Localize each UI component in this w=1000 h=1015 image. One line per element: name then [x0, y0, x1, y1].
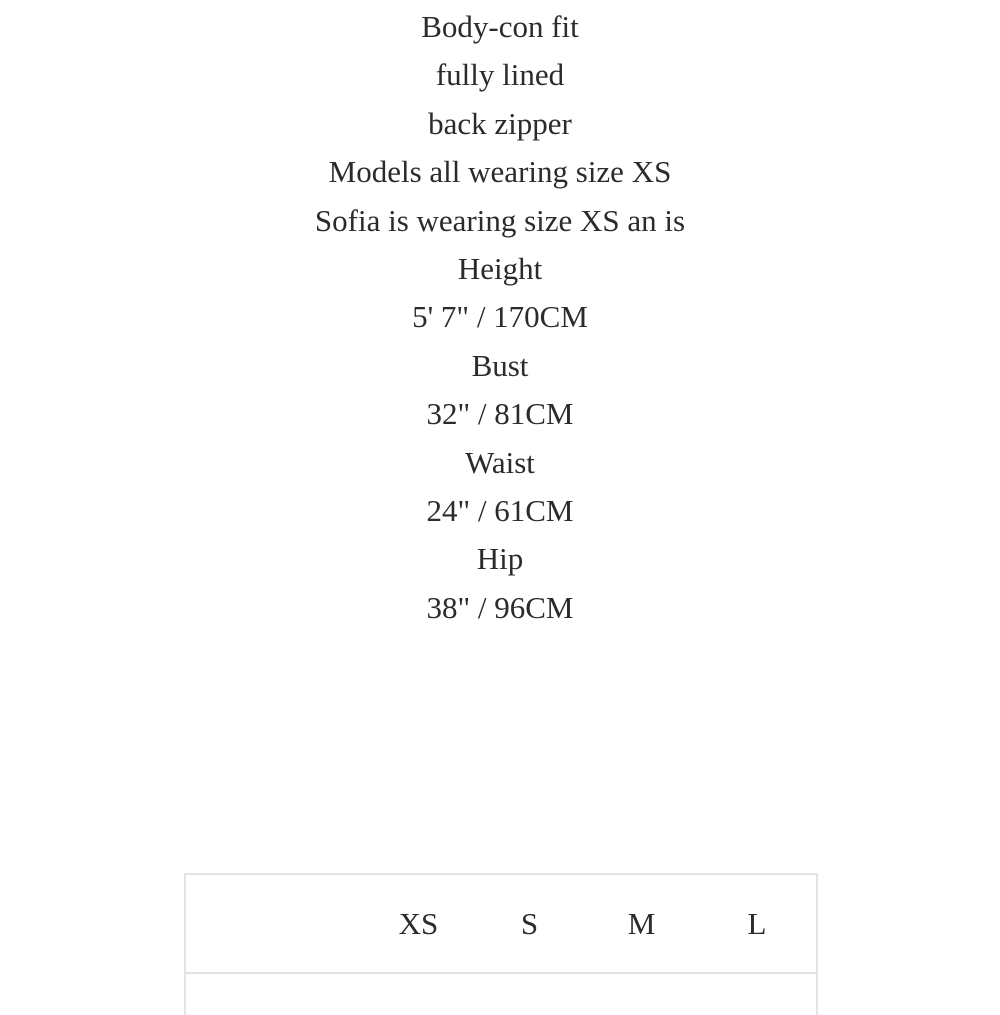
product-description	[0, 3, 1000, 632]
size-header-xs: XS	[363, 875, 474, 973]
description-line: Body-con fit	[421, 9, 579, 44]
description-line: Models all wearing size XS	[328, 154, 672, 190]
description-line: back zipper	[428, 105, 572, 141]
description-line: 32" / 81CM	[426, 396, 574, 432]
description-line: Height	[457, 250, 543, 286]
description-line: 24" / 61CM	[426, 492, 574, 528]
description-line: Sofia is wearing size XS an is	[314, 202, 686, 238]
description-line: 5' 7" / 170CM	[412, 299, 588, 335]
size-header-m: M	[585, 875, 698, 973]
size-chart-corner-cell	[186, 875, 363, 973]
description-line: Bust	[471, 347, 529, 383]
description-line: Waist	[465, 444, 535, 480]
size-header-s: S	[474, 875, 585, 973]
size-chart	[184, 873, 818, 1015]
size-header-l: L	[698, 875, 816, 973]
description-line: 38" / 96CM	[426, 589, 574, 625]
description-line: Hip	[476, 541, 524, 577]
description-line: fully lined	[435, 57, 565, 93]
size-chart-header-row	[186, 875, 816, 973]
size-chart-table	[186, 875, 816, 974]
